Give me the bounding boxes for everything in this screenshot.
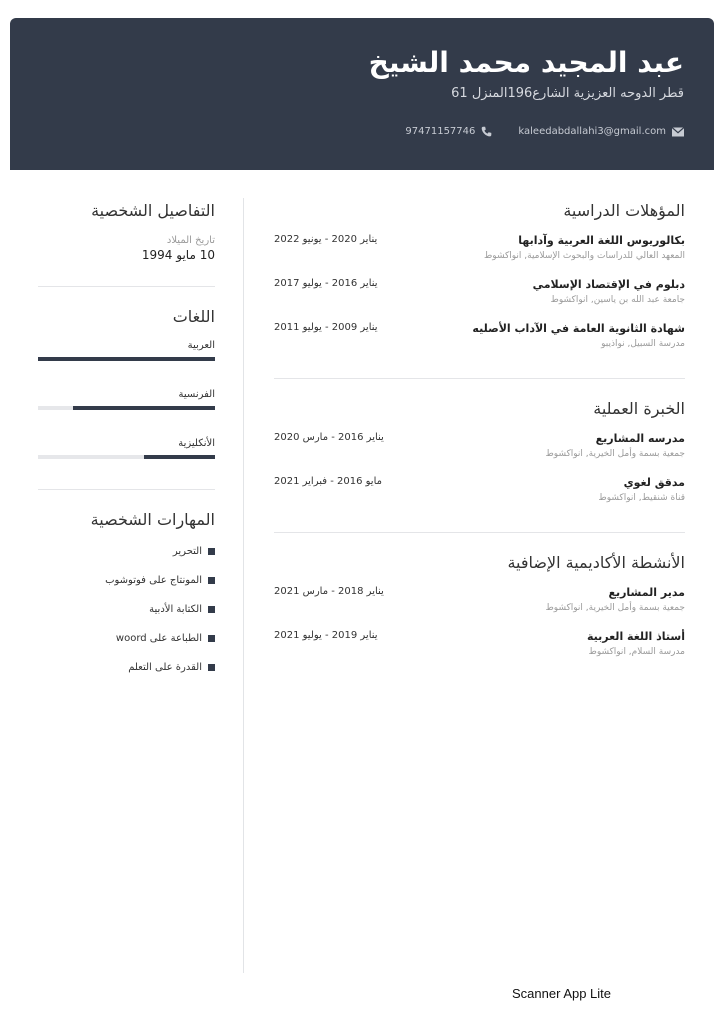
bullet-square-icon bbox=[208, 577, 215, 584]
entry-subtitle: قناة شنقيط, انواكشوط bbox=[598, 493, 685, 503]
skill-label: التحرير bbox=[172, 546, 202, 557]
main-column bbox=[274, 201, 685, 674]
language-level-bar bbox=[38, 406, 215, 410]
language-level-fill bbox=[144, 455, 215, 459]
education-title: المؤهلات الدراسية bbox=[563, 201, 685, 220]
skills-list bbox=[38, 537, 215, 682]
entry-title: أستاذ اللغة العربية bbox=[586, 630, 685, 643]
skill-item bbox=[38, 537, 215, 566]
column-divider bbox=[243, 198, 244, 973]
entry-date: يناير 2019 - يوليو 2021 bbox=[274, 630, 378, 641]
education-entry bbox=[274, 322, 685, 366]
language-item bbox=[38, 340, 215, 361]
language-label: الأنكليزية bbox=[178, 438, 215, 449]
languages-section bbox=[38, 307, 215, 459]
education-entry bbox=[274, 278, 685, 322]
languages-title: اللغات bbox=[172, 307, 215, 326]
language-level-bar bbox=[38, 357, 215, 361]
entry-title: مدقق لغوي bbox=[623, 476, 685, 489]
language-label: الفرنسية bbox=[178, 389, 215, 400]
scanner-watermark: Scanner App Lite bbox=[512, 986, 612, 1001]
envelope-icon bbox=[672, 127, 684, 137]
phone-number: 97471157746 bbox=[405, 126, 476, 137]
education-section bbox=[274, 201, 685, 366]
activities-entry bbox=[274, 630, 685, 674]
full-name: عبد المجيد محمد الشيخ bbox=[368, 46, 684, 79]
resume-page bbox=[10, 18, 714, 970]
bullet-square-icon bbox=[208, 635, 215, 642]
language-item bbox=[38, 389, 215, 410]
language-label: العربية bbox=[187, 340, 215, 351]
activities-section bbox=[274, 553, 685, 674]
personal-details-title: التفاصيل الشخصية bbox=[91, 201, 215, 220]
skill-item bbox=[38, 624, 215, 653]
sidebar bbox=[38, 201, 215, 682]
entry-title: بكالوريوس اللغة العربية وآدابها bbox=[518, 234, 685, 247]
experience-entry bbox=[274, 432, 685, 476]
language-level-bar bbox=[38, 455, 215, 459]
language-level-fill bbox=[38, 357, 215, 361]
entry-subtitle: مدرسة السبيل, نواذيبو bbox=[601, 339, 685, 349]
skills-title: المهارات الشخصية bbox=[90, 510, 215, 529]
entry-title: مدرسه المشاريع bbox=[595, 432, 685, 445]
email-address: kaleedabdallahi3@gmail.com bbox=[518, 126, 666, 137]
entry-title: دبلوم في الإقتصاد الإسلامي bbox=[532, 278, 685, 291]
sidebar-divider bbox=[38, 286, 215, 287]
skill-label: المونتاج على فوتوشوب bbox=[105, 575, 202, 586]
birth-date-value: 10 مايو 1994 bbox=[141, 248, 215, 262]
personal-details-section bbox=[38, 201, 215, 262]
birth-date-label: تاريخ الميلاد bbox=[166, 235, 215, 246]
skill-label: القدرة على التعلم bbox=[128, 662, 202, 673]
entry-date: مايو 2016 - فبراير 2021 bbox=[274, 476, 382, 487]
skill-label: الطباعة على woord bbox=[115, 633, 202, 644]
entry-date: يناير 2018 - مارس 2021 bbox=[274, 586, 384, 597]
main-divider bbox=[274, 378, 685, 379]
phone-icon bbox=[481, 126, 492, 137]
bullet-square-icon bbox=[208, 606, 215, 613]
sidebar-divider bbox=[38, 489, 215, 490]
experience-section bbox=[274, 399, 685, 520]
entry-date: يناير 2020 - يونيو 2022 bbox=[274, 234, 378, 245]
experience-entry bbox=[274, 476, 685, 520]
entry-title: شهادة الثانوية العامة في الآداب الأصليه bbox=[472, 322, 685, 335]
entry-title: مدير المشاريع bbox=[608, 586, 685, 599]
skills-section bbox=[38, 510, 215, 682]
skill-label: الكتابة الأدبية bbox=[149, 604, 202, 615]
experience-title: الخبرة العملية bbox=[593, 399, 685, 418]
experience-list bbox=[274, 432, 685, 520]
entry-subtitle: جمعية بسمة وأمل الخيرية, انواكشوط bbox=[545, 449, 685, 459]
bullet-square-icon bbox=[208, 664, 215, 671]
education-entry bbox=[274, 234, 685, 278]
skill-item bbox=[38, 595, 215, 624]
skill-item bbox=[38, 566, 215, 595]
activities-title: الأنشطة الأكاديمية الإضافية bbox=[507, 553, 685, 572]
entry-subtitle: مدرسة السلام, انواكشوط bbox=[588, 647, 685, 657]
entry-date: يناير 2009 - يوليو 2011 bbox=[274, 322, 378, 333]
language-item bbox=[38, 438, 215, 459]
languages-list bbox=[38, 340, 215, 459]
entry-date: يناير 2016 - يوليو 2017 bbox=[274, 278, 378, 289]
activities-list bbox=[274, 586, 685, 674]
entry-subtitle: جمعية بسمة وأمل الخيرية, انواكشوط bbox=[545, 603, 685, 613]
language-level-fill bbox=[73, 406, 215, 410]
main-divider bbox=[274, 532, 685, 533]
activities-entry bbox=[274, 586, 685, 630]
resume-header bbox=[10, 18, 714, 170]
skill-item bbox=[38, 653, 215, 682]
contact-line bbox=[405, 126, 684, 137]
education-list bbox=[274, 234, 685, 366]
entry-subtitle: المعهد العالي للدراسات والبحوث الإسلامية, انواكشوط bbox=[483, 251, 685, 261]
bullet-square-icon bbox=[208, 548, 215, 555]
entry-subtitle: جامعة عبد الله بن ياسين, انواكشوط bbox=[550, 295, 685, 305]
address: قطر الدوحه العزيزية الشارع196المنزل 61 bbox=[451, 86, 684, 101]
entry-date: يناير 2016 - مارس 2020 bbox=[274, 432, 384, 443]
